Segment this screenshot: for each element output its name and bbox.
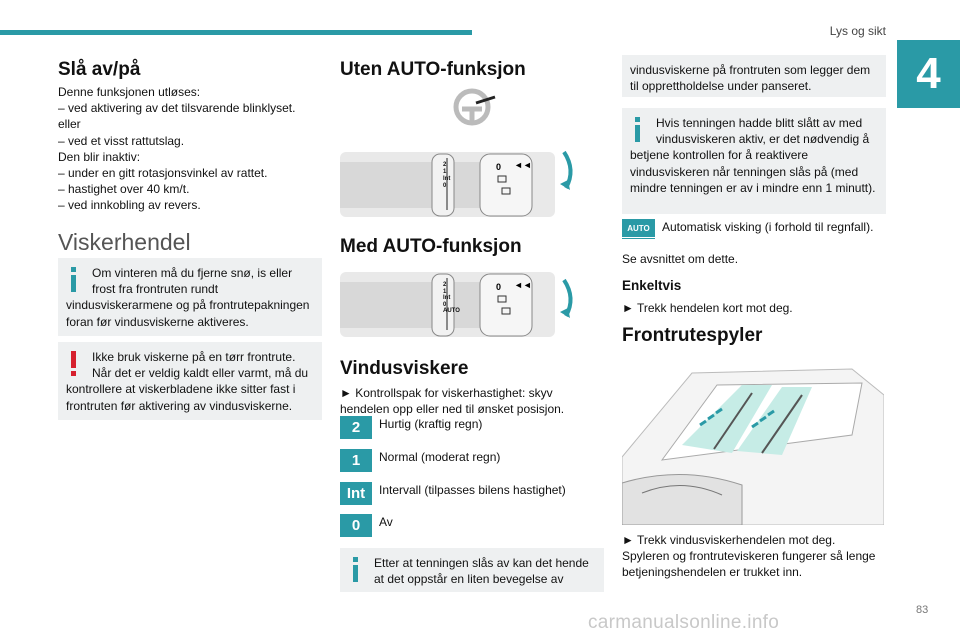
svg-text:◄◄: ◄◄: [514, 160, 532, 170]
speed-badge: 1: [340, 449, 372, 471]
stalk-position: Int: [443, 176, 451, 182]
paragraph: ► Trekk vindusviskerhendelen mot deg.: [622, 533, 836, 547]
section-header: Lys og sikt: [829, 24, 886, 38]
speed-label: Normal (moderat regn): [379, 450, 501, 464]
heading-med-auto: Med AUTO-funksjon: [340, 236, 522, 257]
paragraph: – ved innkobling av revers.: [58, 198, 201, 213]
speed-label: Intervall (tilpasses bilens hastighet): [379, 483, 566, 497]
speed-badge: Int: [340, 482, 372, 504]
stalk-position: 2: [443, 162, 447, 168]
speed-label: Hurtig (kraftig regn): [379, 417, 483, 431]
heading-sla-av-pa: Slå av/på: [58, 59, 141, 80]
info-note-text: Om vinteren må du fjerne snø, is eller frost fra frontruten rundt vindusviskerarmene og på frontrutepakningen foran før vindusviskerne aktiveres.: [66, 266, 310, 329]
steering-wheel-icon: [450, 85, 498, 127]
svg-text:0: 0: [496, 282, 502, 292]
svg-text:0: 0: [496, 162, 502, 172]
stalk-position: AUTO: [443, 308, 460, 315]
auto-badge-label: AUTO: [627, 223, 650, 233]
paragraph: – hastighet over 40 km/t.: [58, 182, 190, 197]
watermark: carmanualsonline.info: [588, 612, 780, 633]
info-icon: [66, 265, 86, 293]
stalk-position-labels-auto: [443, 282, 460, 315]
auto-badge: [622, 219, 655, 237]
speed-badge: 0: [340, 514, 372, 536]
top-accent-bar: [0, 30, 472, 35]
info-note: [622, 108, 886, 214]
auto-badge-underline: [622, 238, 655, 239]
svg-text:◄◄: ◄◄: [514, 280, 532, 290]
info-note-text: Hvis tenningen hadde blitt slått av med vindusviskeren aktiv, er det nødvendig å betjene kontrollen for å reaktivere vindusviskeren når tenningen slås på (med mindre tenningen er av i mindre enn 1 minutt).: [630, 116, 876, 195]
stalk-position: 0: [443, 301, 447, 308]
activation-text: [58, 84, 322, 214]
speed-row: [340, 416, 604, 439]
stalk-position: 1: [443, 169, 447, 175]
paragraph: eller: [58, 117, 81, 132]
speed-row: [340, 449, 604, 472]
pull-arrow-icon: [560, 278, 580, 320]
wiper-stalk-auto-illustration: [340, 262, 590, 342]
stalk-position: 2: [443, 282, 447, 288]
wiper-stalk-illustration: [340, 140, 590, 220]
chapter-tab: 4: [897, 40, 960, 108]
paragraph: Denne funksjonen utløses:: [58, 85, 201, 99]
info-note: [340, 548, 604, 592]
warning-icon: [66, 349, 86, 377]
paragraph: ► Trekk hendelen kort mot deg.: [622, 301, 793, 315]
info-note-text: vindusviskerne på frontruten som legger dem til opprettholdelse under panseret.: [630, 63, 871, 94]
paragraph: – ved et visst rattutslag.: [58, 133, 185, 148]
warning-note: [58, 342, 322, 420]
pull-arrow-icon: [560, 150, 580, 192]
heading-viskerhendel: Viskerhendel: [58, 229, 191, 255]
stalk-position-labels: [443, 162, 450, 190]
windshield-washer-illustration: [622, 365, 884, 525]
speed-row: [340, 482, 604, 505]
page-number: 83: [916, 604, 929, 616]
info-icon: [348, 555, 368, 583]
info-note-text: Etter at tenningen slås av kan det hende at det oppstår en liten bevegelse av: [374, 556, 589, 587]
speed-badge: 2: [340, 416, 372, 438]
speed-label: Av: [379, 515, 393, 529]
heading-enkeltvis: Enkeltvis: [622, 278, 682, 293]
stalk-position: Int: [443, 295, 451, 302]
info-note-continued: [622, 55, 886, 97]
auto-text: Automatisk visking (i forhold til regnfall).: [662, 220, 874, 234]
paragraph: – under en gitt rotasjonsvinkel av rattet.: [58, 166, 268, 181]
heading-frontrutespyler: Frontrutespyler: [622, 325, 763, 346]
paragraph: – ved aktivering av det tilsvarende blinklyset.: [58, 101, 296, 116]
stalk-position: 1: [443, 288, 447, 295]
paragraph: Se avsnittet om dette.: [622, 252, 739, 266]
stalk-position: 0: [443, 183, 447, 189]
paragraph: Den blir inaktiv:: [58, 149, 141, 164]
info-icon: [630, 115, 650, 143]
heading-uten-auto: Uten AUTO-funksjon: [340, 59, 526, 80]
info-note: [58, 258, 322, 336]
warning-note-text: Ikke bruk viskerne på en tørr frontrute. Når det er veldig kaldt eller varmt, må du kontrollere at viskerbladene ikke sitter fast i frontruten før aktivering av vindusviskerne.: [66, 350, 309, 413]
paragraph: ► Kontrollspak for viskerhastighet: skyv hendelen opp eller ned til ønsket posisjon.: [340, 386, 565, 417]
heading-vindusviskere: Vindusviskere: [340, 358, 469, 379]
paragraph: Spyleren og frontruteviskeren fungerer så lenge betjeningshendelen er trukket inn.: [622, 549, 876, 580]
speed-row: [340, 514, 604, 537]
